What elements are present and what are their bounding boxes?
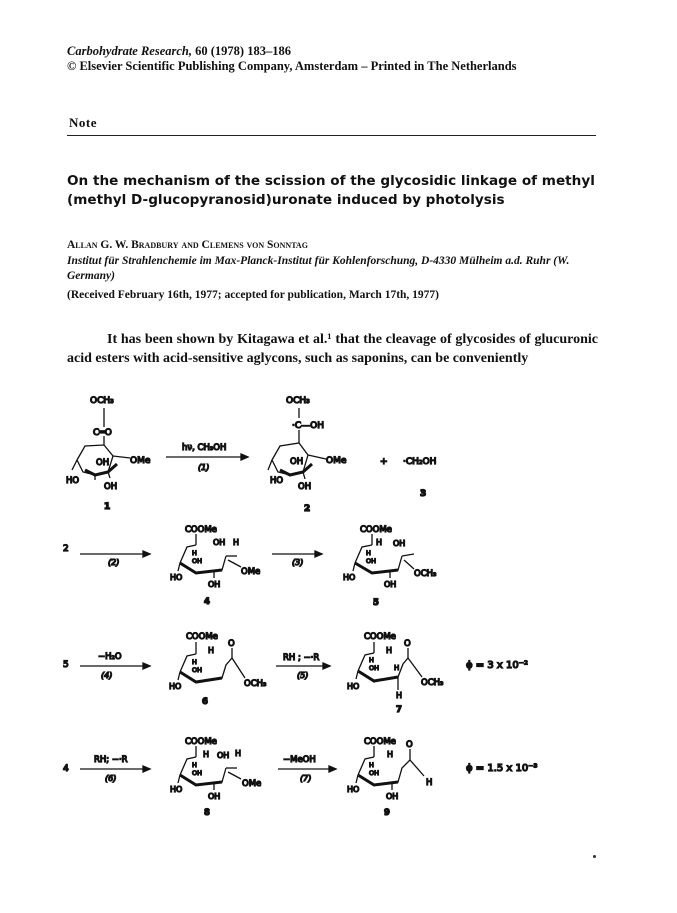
c6-carbonyl-o: O	[228, 639, 235, 649]
c1-och3: OCH₃	[90, 396, 114, 406]
c4-ho: HO	[170, 573, 183, 582]
arrow-step-6	[80, 766, 150, 772]
compound-label-5: 5	[373, 598, 379, 608]
article-title: On the mechanism of the scission of the glycosidic linkage of methyl (methyl D-glucopyranosid)uronate induced by photolysis	[67, 173, 595, 208]
c7-h-ring: H	[394, 664, 400, 672]
c5-coome: COOMe	[360, 525, 392, 535]
reaction-scheme	[0, 380, 677, 840]
c4-h: H	[233, 538, 240, 547]
arrow-step-7	[278, 766, 336, 772]
c2-och3: OCH₃	[286, 396, 310, 406]
c2-ome: OMe	[326, 456, 347, 466]
c2-oh-bottom: OH	[298, 482, 312, 492]
c8-h2: H	[235, 749, 242, 758]
c8-h-small: H	[192, 761, 197, 769]
arrow-step-3	[272, 551, 322, 557]
c8-oh-bottom: OH	[208, 792, 221, 801]
compound-label-9: 9	[384, 808, 390, 818]
header-rule	[67, 135, 596, 136]
compound-label-4: 4	[204, 597, 210, 607]
c5-oh: OH	[393, 539, 406, 548]
compound-1	[72, 408, 130, 480]
c8-oh: OH	[217, 751, 230, 760]
c2-radical-c: ·C—OH	[292, 421, 324, 431]
row2-start-label: 2	[63, 544, 69, 554]
quantum-yield-9: ϕ = 1.5 x 10⁻³	[466, 763, 538, 774]
row4-start-label: 4	[63, 764, 69, 774]
arrow2-step: (2)	[108, 558, 120, 567]
c5-ho: HO	[343, 573, 356, 582]
c5-h-small: H	[366, 549, 371, 557]
c7-h-bottom: H	[396, 691, 403, 700]
arrow-step-5	[276, 663, 330, 669]
c4-h-small: H	[192, 549, 197, 557]
arrow1-step: (1)	[198, 463, 210, 472]
c7-h: H	[386, 646, 393, 655]
plus-sign: +	[380, 457, 388, 467]
c4-oh-small: OH	[192, 557, 203, 565]
c8-oh-small: OH	[192, 769, 203, 777]
c7-h-small: H	[369, 656, 374, 664]
c5-oh-bottom: OH	[384, 580, 397, 589]
c7-och3: OCH₃	[421, 678, 444, 688]
arrow7-step: (7)	[300, 774, 312, 783]
c6-h-small: H	[192, 658, 197, 666]
c5-h: H	[376, 538, 383, 547]
c1-ome: OMe	[130, 456, 151, 466]
c8-coome: COOMe	[185, 737, 217, 747]
compound-label-6: 6	[202, 697, 208, 707]
c6-h: H	[208, 646, 215, 655]
journal-name: Carbohydrate Research,	[67, 44, 192, 58]
arrow5-reagent: RH ; −·R	[283, 653, 320, 663]
compound-4	[178, 534, 241, 578]
c9-oh-bottom: OH	[386, 792, 399, 801]
author-affiliation: Institut für Strahlenchemie im Max-Planck-Institut für Kohlenforschung, D-4330 Mülheim a.d. Ruhr (W. Germany)	[67, 255, 570, 282]
c9-oh-small: OH	[369, 769, 380, 777]
arrow6-reagent: RH; −·R	[94, 755, 128, 765]
c6-oh-small: OH	[192, 666, 203, 674]
c9-carbonyl-o: O	[406, 740, 413, 750]
c6-ho: HO	[169, 682, 182, 691]
c6-coome: COOMe	[186, 632, 218, 642]
c3-methanol-radical: ·CH₂OH	[403, 457, 437, 467]
journal-citation	[67, 44, 291, 59]
c7-coome: COOMe	[364, 632, 396, 642]
c6-och3: OCH₃	[244, 679, 267, 689]
compound-label-8: 8	[204, 808, 210, 818]
c2-ring-oh: OH	[290, 457, 304, 467]
c9-aldehyde-h: H	[426, 778, 433, 788]
arrow6-step: (6)	[105, 774, 117, 783]
arrow-step-2	[80, 551, 150, 557]
compound-label-7: 7	[396, 705, 402, 715]
arrow-step-4	[80, 663, 150, 669]
arrow4-step: (4)	[101, 671, 113, 680]
c1-oh-bottom: OH	[104, 482, 118, 492]
arrow5-step: (5)	[297, 671, 309, 680]
arrow3-step: (3)	[292, 558, 304, 567]
c9-h-small: H	[369, 761, 374, 769]
c4-coome: COOMe	[185, 525, 217, 535]
c4-oh-bottom: OH	[208, 580, 221, 589]
c1-carbonyl: C═O	[93, 428, 112, 438]
received-dates: (Received February 16th, 1977; accepted for publication, March 17th, 1977)	[67, 289, 439, 301]
c8-ome: OMe	[242, 779, 262, 789]
c4-oh: OH	[213, 538, 226, 547]
page-speck	[593, 855, 596, 858]
c5-och3: OCH₃	[414, 569, 437, 579]
c4-ome: OMe	[241, 567, 261, 577]
arrow4-reagent: −H₂O	[98, 652, 122, 662]
c7-oh-small: OH	[369, 664, 380, 672]
c5-oh-small: OH	[366, 557, 377, 565]
c9-coome: COOMe	[364, 737, 396, 747]
compound-label-2: 2	[304, 504, 311, 514]
c8-h: H	[203, 750, 210, 759]
c9-h: H	[387, 750, 394, 759]
c7-ho: HO	[347, 682, 360, 691]
compound-label-3: 3	[420, 489, 427, 499]
copyright-line: © Elsevier Scientific Publishing Company, Amsterdam – Printed in The Netherlands	[67, 59, 517, 73]
quantum-yield-7: ϕ = 3 x 10⁻²	[466, 660, 528, 671]
c2-ho: HO	[270, 476, 284, 486]
c1-ring-oh: OH	[96, 458, 110, 468]
row3-start-label: 5	[63, 660, 69, 670]
c1-ho: HO	[66, 476, 80, 486]
journal-volume: 60 (1978) 183–186	[195, 44, 291, 58]
section-label: Note	[69, 115, 97, 130]
c7-carbonyl-o: O	[404, 639, 411, 649]
arrow7-reagent: −MeOH	[283, 755, 316, 765]
compound-2	[268, 408, 326, 479]
compound-label-1: 1	[104, 502, 111, 512]
c9-ho: HO	[347, 785, 360, 794]
body-paragraph: It has been shown by Kitagawa et al.¹ that the cleavage of glycosides of glucuronic acid esters with acid-sensitive aglycons, such as saponins, can be conveniently	[67, 332, 598, 366]
article-authors: Allan G. W. Bradbury and Clemens von Sonntag	[67, 239, 308, 251]
c8-ho: HO	[170, 785, 183, 794]
arrow-step-1	[166, 454, 248, 460]
compound-8	[178, 746, 241, 790]
arrow1-conditions: hν, CH₃OH	[182, 443, 227, 453]
